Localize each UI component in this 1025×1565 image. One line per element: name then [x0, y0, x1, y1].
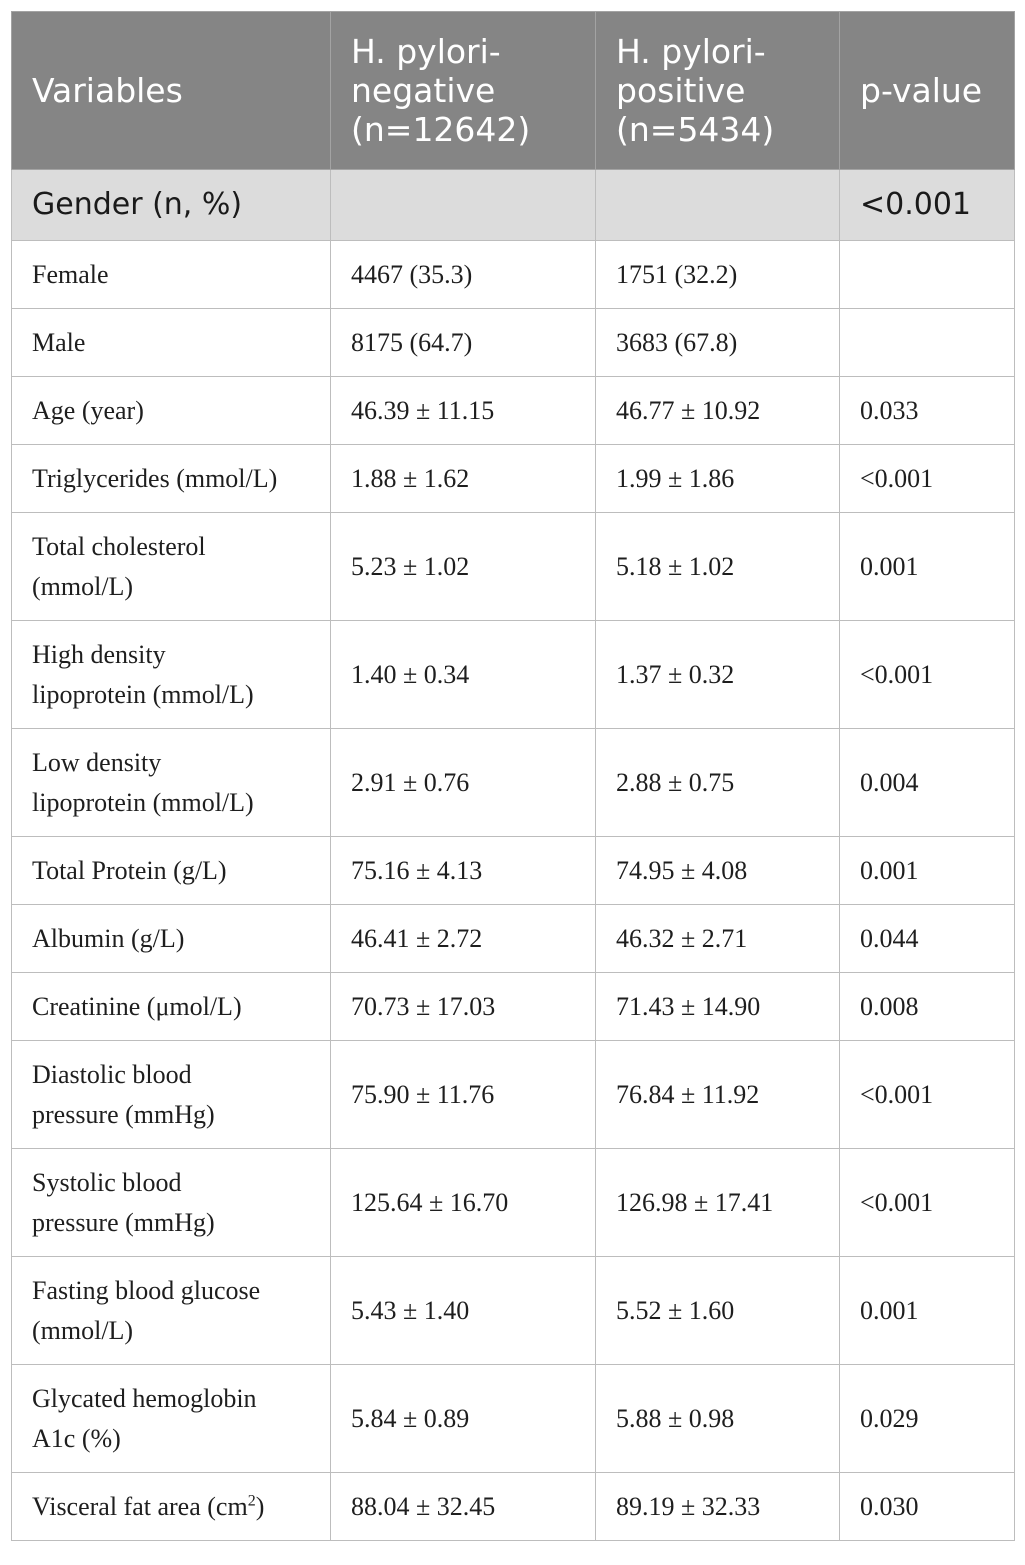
p-value-cell: <0.001: [840, 1149, 1015, 1257]
table-row: [12, 309, 1015, 377]
table-row: [12, 1473, 1015, 1541]
negative-cell: 8175 (64.7): [331, 309, 596, 377]
data-table: [11, 11, 1015, 1541]
variable-cell: Visceral fat area $(cm^2)$: [12, 1473, 331, 1541]
positive-cell: 74.95 ± 4.08: [596, 837, 840, 905]
p-value-cell: [840, 309, 1015, 377]
negative-cell: 5.23 ± 1.02: [331, 513, 596, 621]
p-value-cell: 0.001: [840, 837, 1015, 905]
section-row-gender: [12, 170, 1015, 241]
p-value-cell: 0.004: [840, 729, 1015, 837]
table-row: [12, 445, 1015, 513]
p-value-cell: 0.001: [840, 513, 1015, 621]
header-variables: Variables: [12, 12, 331, 170]
table-row: [12, 513, 1015, 621]
negative-cell: 1.88 ± 1.62: [331, 445, 596, 513]
positive-cell: 46.77 ± 10.92: [596, 377, 840, 445]
variable-cell: Albumin (g/L): [12, 905, 331, 973]
positive-cell: 1.99 ± 1.86: [596, 445, 840, 513]
p-value-cell: 0.029: [840, 1365, 1015, 1473]
table-row: [12, 973, 1015, 1041]
variable-cell: Female: [12, 241, 331, 309]
table-row: [12, 1257, 1015, 1365]
variable-cell: Triglycerides (mmol/L): [12, 445, 331, 513]
header-p-value: p-value: [840, 12, 1015, 170]
table-row: [12, 241, 1015, 309]
negative-cell: 5.84 ± 0.89: [331, 1365, 596, 1473]
variable-cell: Glycated hemoglobin A1c (%): [12, 1365, 331, 1473]
negative-cell: 88.04 ± 32.45: [331, 1473, 596, 1541]
positive-cell: 89.19 ± 32.33: [596, 1473, 840, 1541]
table-row: [12, 621, 1015, 729]
p-value-cell: 0.033: [840, 377, 1015, 445]
negative-cell: 46.41 ± 2.72: [331, 905, 596, 973]
table-row: [12, 1365, 1015, 1473]
p-value-cell: <0.001: [840, 1041, 1015, 1149]
variable-cell: Total cholesterol (mmol/L): [12, 513, 331, 621]
header-negative: H. pylori- negative (n=12642): [331, 12, 596, 170]
positive-cell: 2.88 ± 0.75: [596, 729, 840, 837]
negative-cell: 75.16 ± 4.13: [331, 837, 596, 905]
section-empty-negative: [331, 170, 596, 241]
negative-cell: 5.43 ± 1.40: [331, 1257, 596, 1365]
positive-cell: 5.88 ± 0.98: [596, 1365, 840, 1473]
header-positive: H. pylori- positive (n=5434): [596, 12, 840, 170]
table-row: [12, 729, 1015, 837]
positive-cell: 5.52 ± 1.60: [596, 1257, 840, 1365]
header-row: [12, 12, 1015, 170]
p-value-cell: <0.001: [840, 621, 1015, 729]
negative-cell: 75.90 ± 11.76: [331, 1041, 596, 1149]
p-value-cell: <0.001: [840, 445, 1015, 513]
table-row: [12, 1149, 1015, 1257]
section-p-value: <0.001: [840, 170, 1015, 241]
variable-cell: Systolic blood pressure (mmHg): [12, 1149, 331, 1257]
variable-cell: Age (year): [12, 377, 331, 445]
positive-cell: 3683 (67.8): [596, 309, 840, 377]
table-row: [12, 1041, 1015, 1149]
positive-cell: 46.32 ± 2.71: [596, 905, 840, 973]
variable-cell: Male: [12, 309, 331, 377]
negative-cell: 125.64 ± 16.70: [331, 1149, 596, 1257]
p-value-cell: 0.044: [840, 905, 1015, 973]
variable-cell: High density lipoprotein (mmol/L): [12, 621, 331, 729]
positive-cell: 1.37 ± 0.32: [596, 621, 840, 729]
p-value-cell: [840, 241, 1015, 309]
section-empty-positive: [596, 170, 840, 241]
p-value-cell: 0.008: [840, 973, 1015, 1041]
table-row: [12, 837, 1015, 905]
variable-cell: Fasting blood glucose (mmol/L): [12, 1257, 331, 1365]
negative-cell: 46.39 ± 11.15: [331, 377, 596, 445]
p-value-cell: 0.001: [840, 1257, 1015, 1365]
table-row: [12, 905, 1015, 973]
negative-cell: 70.73 ± 17.03: [331, 973, 596, 1041]
positive-cell: 71.43 ± 14.90: [596, 973, 840, 1041]
positive-cell: 5.18 ± 1.02: [596, 513, 840, 621]
positive-cell: 76.84 ± 11.92: [596, 1041, 840, 1149]
variable-cell: Diastolic blood pressure (mmHg): [12, 1041, 331, 1149]
positive-cell: 1751 (32.2): [596, 241, 840, 309]
variable-cell: Total Protein (g/L): [12, 837, 331, 905]
p-value-cell: 0.030: [840, 1473, 1015, 1541]
positive-cell: 126.98 ± 17.41: [596, 1149, 840, 1257]
negative-cell: 1.40 ± 0.34: [331, 621, 596, 729]
negative-cell: 2.91 ± 0.76: [331, 729, 596, 837]
table-row: [12, 377, 1015, 445]
section-label: Gender (n, %): [12, 170, 331, 241]
negative-cell: 4467 (35.3): [331, 241, 596, 309]
variable-cell: Low density lipoprotein (mmol/L): [12, 729, 331, 837]
variable-cell: Creatinine (μmol/L): [12, 973, 331, 1041]
